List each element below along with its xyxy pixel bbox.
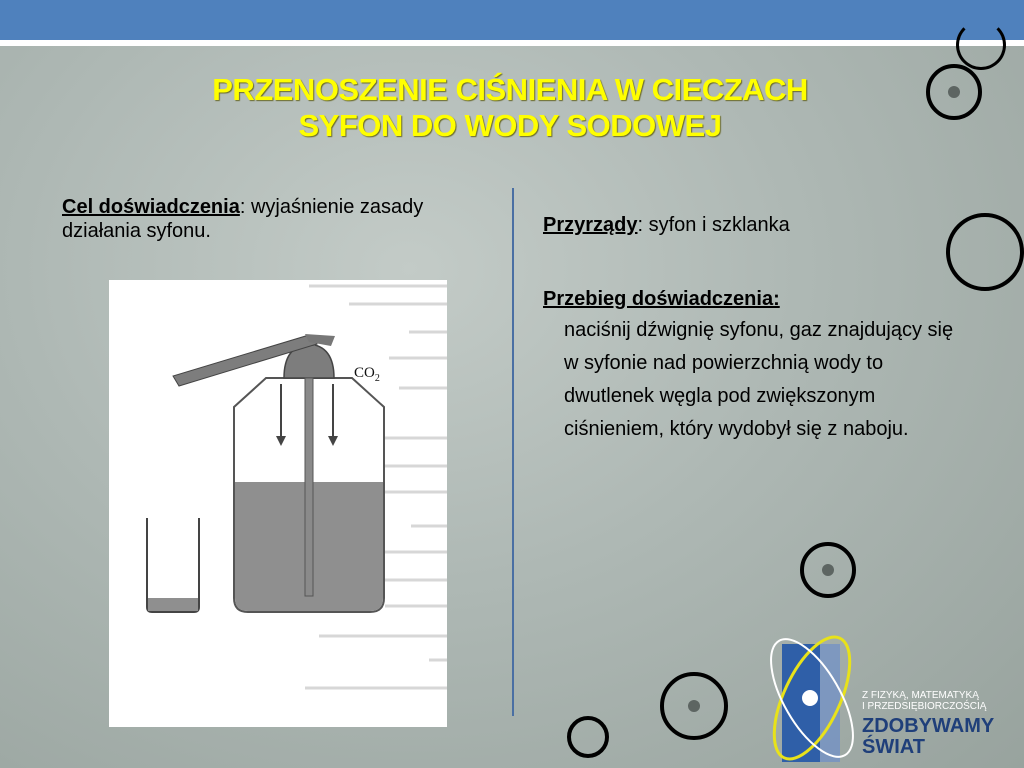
logo-line-4: ŚWIAT [862,736,925,758]
header-rule [0,40,1024,46]
goal-text: : wyjaśnienie zasady działania syfonu. [62,196,424,242]
ring-1-dot [948,86,960,98]
goal-paragraph [62,195,482,243]
instruments-paragraph [543,210,963,240]
co2-label: CO [354,365,375,381]
column-divider [512,188,514,716]
decorative-ring-top [956,20,1006,70]
co2-subscript: 2 [374,373,380,384]
logo-line-1: Z FIZYKĄ, MATEMATYKĄ [862,690,979,701]
decorative-ring-3 [800,542,856,598]
decorative-ring-5 [567,716,609,758]
project-logo [770,622,1024,768]
title-line-2: SYFON DO WODY SODOWEJ [298,108,722,143]
ring-3-dot [822,564,834,576]
logo-line-3: ZDOBYWAMY [862,715,995,737]
title-line-1: PRZENOSZENIE CIŚNIENIA W CIECZACH [212,72,808,107]
procedure-text: naciśnij dźwignię syfonu, gaz znajdujący się w syfonie nad powierzchnią wody to dwutlenek węgla pod zwiększonym ciśnieniem, który wydobył się z naboju. [564,319,954,440]
slide-title [110,72,910,144]
svg-text:CO2 [354,365,380,384]
logo-light-panel [820,644,840,762]
goal-label: Cel doświadczenia [62,196,240,218]
ring-4-dot [688,700,700,712]
decorative-ring-1 [926,64,982,120]
procedure-label: Przebieg doświadczenia: [543,288,780,310]
instruments-text: : syfon i szklanka [637,214,790,236]
siphon-illustration [109,280,447,727]
right-column [543,210,963,446]
decorative-ring-4 [660,672,728,740]
procedure-heading [543,284,963,314]
logo-line-2: I PRZEDSIĘBIORCZOŚCIĄ [862,701,987,712]
logo-globe-icon [801,689,819,707]
decorative-ring-2 [946,213,1024,291]
siphon-drawing [109,280,447,727]
header-bar [0,0,1024,40]
instruments-label: Przyrządy [543,214,638,236]
